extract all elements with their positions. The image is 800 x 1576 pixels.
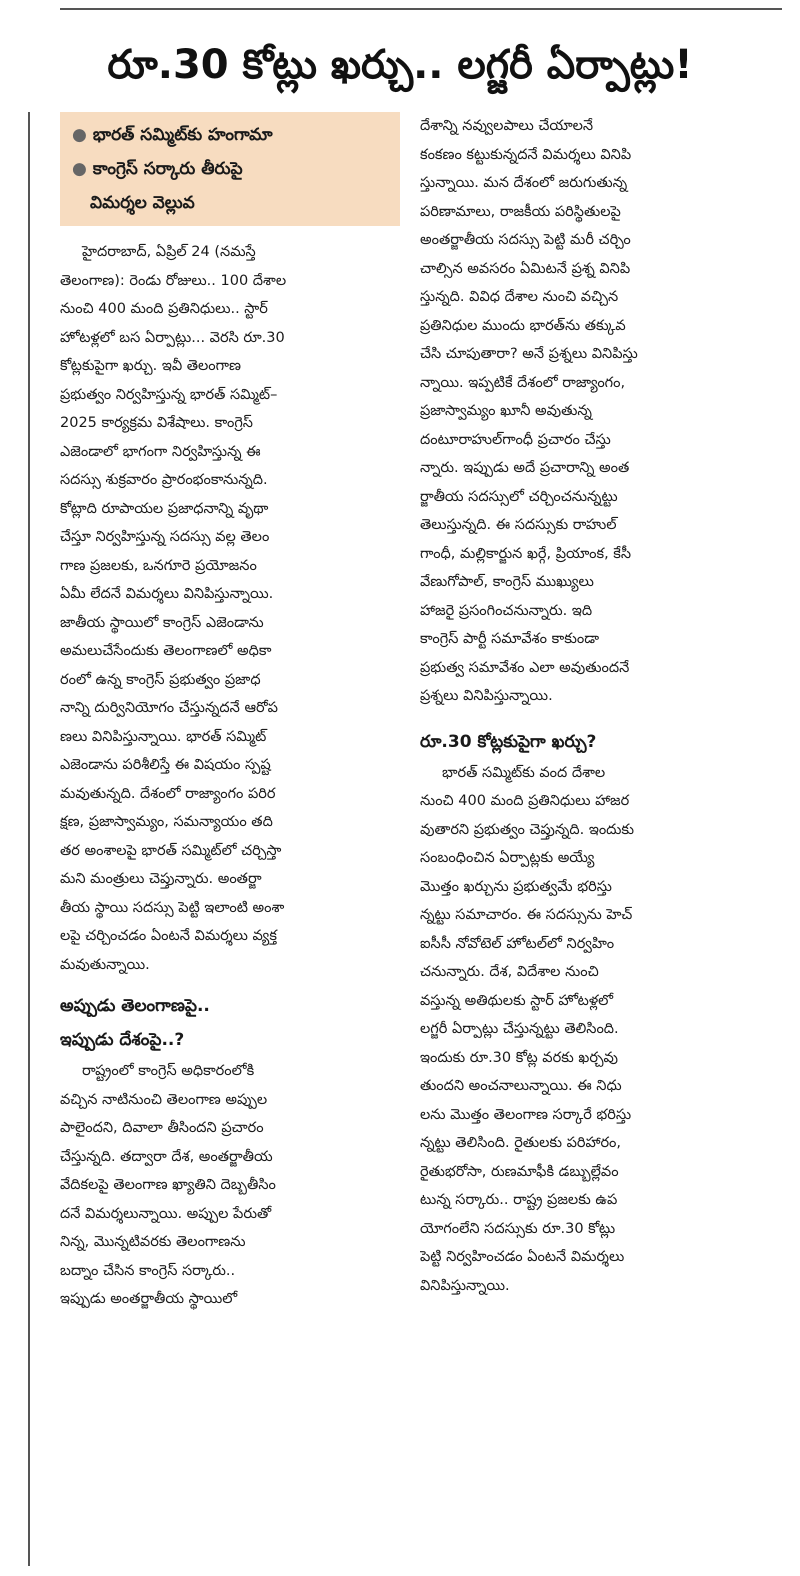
text-line: సంబంధించిన ఏర్పాట్లకు అయ్యే — [420, 850, 595, 866]
text-line: చాల్సిన అవసరం ఏమిటనే ప్రశ్న వినిపి — [420, 260, 631, 277]
text-line: చేస్తున్నది. తద్వారా దేశ, అంతర్జాతీయ — [60, 1148, 273, 1165]
top-rule — [60, 8, 782, 10]
text-line: లపై చర్చించడం ఏంటనే విమర్శలు వ్యక్త — [60, 928, 277, 944]
text-line: క్షణ, ప్రజాస్వామ్యం, సమన్యాయం తది — [60, 814, 273, 830]
text-line: జాతీయ స్థాయిలో కాంగ్రెస్ ఎజెండాను — [60, 614, 264, 631]
text-line: ఐసీసీ నోవోటెల్ హోటల్‌లో నిర్వహిం — [420, 935, 615, 952]
text-line: మవుతున్నాయి. — [60, 956, 150, 973]
subheading-30-crore: రూ.30 కోట్లకుపైగా ఖర్చు? — [420, 731, 597, 752]
text-line: 2025 కార్యక్రమ విశేషాలు. కాంగ్రెస్ — [60, 415, 253, 431]
text-line: మని మంత్రులు చెప్తున్నారు. అంతర్జా — [60, 871, 262, 887]
text-line: కాంగ్రెస్ పార్టీ సమావేశం కాకుండా — [420, 631, 599, 647]
text-line: నిన్న, మొన్నటివరకు తెలంగాణను — [60, 1234, 246, 1250]
text-line: ఇందుకు రూ.30 కోట్ల వరకు ఖర్చవు — [420, 1049, 619, 1066]
text-line: భారత్ సమ్మిట్‌కు వంద దేశాల — [442, 764, 606, 781]
text-line: నుంచి 400 మంది ప్రతినిధులు.. స్టార్ — [60, 301, 268, 317]
text-line: యోగంలేని సదస్సుకు రూ.30 కోట్లు — [420, 1220, 616, 1237]
subheading-now-country: ఇప్పుడు దేశంపై..? — [60, 1030, 185, 1050]
right-column — [420, 112, 760, 1300]
text-line: ప్రశ్నలు వినిపిస్తున్నాయి. — [420, 688, 553, 704]
text-line: స్తున్నాయి. మన దేశంలో జరుగుతున్న — [420, 175, 628, 191]
text-line: తర అంశాలపై భారత్ సమ్మిట్‌లో చర్చిస్తా — [60, 842, 282, 859]
text-line: వేదికలపై తెలంగాణ ఖ్యాతిని దెబ్బతీసిం — [60, 1177, 276, 1193]
text-line: న్నట్టు తెలిసింది. రైతులకు పరిహారం, — [420, 1135, 622, 1151]
left-paragraph-2 — [60, 1057, 400, 1314]
text-line: చనున్నారు. దేశ, విదేశాల నుంచి — [420, 964, 599, 980]
subheading-then-telangana: అప్పుడు తెలంగాణపై.. — [60, 996, 210, 1016]
right-paragraph-2 — [420, 759, 760, 1301]
text-line: హైదరాబాద్, ఏప్రిల్ 24 (నమస్తే — [82, 244, 256, 260]
text-line: నుంచి 400 మంది ప్రతినిధులు హాజర — [420, 793, 630, 809]
text-line: వుతారని ప్రభుత్వం చెప్తున్నది. ఇందుకు — [420, 821, 635, 838]
text-line: గాణ ప్రజలకు, ఒనగూరె ప్రయోజనం — [60, 557, 257, 574]
text-line: అంతర్జాతీయ సదస్సు పెట్టి మరీ చర్చిం — [420, 232, 631, 248]
text-line: మొత్తం ఖర్చును ప్రభుత్వమే భరిస్తు — [420, 878, 612, 895]
text-line: తెలుస్తున్నది. ఈ సదస్సుకు రాహుల్ — [420, 517, 617, 533]
text-line: మవుతున్నది. దేశంలో రాజ్యాంగం పరిర — [60, 785, 276, 802]
text-line: స్తున్నది. వివిధ దేశాల నుంచి వచ్చిన — [420, 289, 619, 305]
text-line: కోట్లాది రూపాయల ప్రజాధనాన్ని వృథా — [60, 500, 269, 517]
text-line: లను మొత్తం తెలంగాణ సర్కారే భరిస్తు — [420, 1106, 632, 1123]
text-line: పాలైందని, దివాలా తీసిందని ప్రచారం — [60, 1120, 264, 1136]
text-line: ప్రభుత్వ సమావేశం ఎలా అవుతుందనే — [420, 659, 630, 676]
text-line: ప్రతినిధుల ముందు భారత్‌ను తక్కువ — [420, 317, 626, 334]
text-line: ర్జాతీయ సదస్సులో చర్చించనున్నట్టు — [420, 488, 618, 505]
bullet-icon: ● — [72, 159, 87, 179]
text-line: వస్తున్న అతిథులకు స్టార్ హోటళ్లలో — [420, 992, 614, 1009]
highlight-bullet-2-cont: విమర్శల వెల్లువ — [90, 193, 195, 213]
text-line: ఇప్పుడు అంతర్జాతీయ స్థాయిలో — [60, 1291, 238, 1307]
highlight-text: భారత్ సమ్మిట్‌కు హంగామా — [92, 125, 273, 145]
text-line: ఎజెండాలో భాగంగా నిర్వహిస్తున్న ఈ — [60, 443, 261, 460]
text-line: దంటూరాహుల్‌గాంధీ ప్రచారం చేస్తు — [420, 431, 611, 448]
text-line: ఏమీ లేదనే విమర్శలు వినిపిస్తున్నాయి. — [60, 586, 274, 602]
text-line: వినిపిస్తున్నాయి. — [420, 1277, 510, 1294]
right-paragraph-1 — [420, 112, 760, 711]
text-line: హాజరై ప్రసంగించనున్నారు. ఇది — [420, 602, 593, 619]
left-paragraph-1 — [60, 238, 400, 979]
text-line: టున్న సర్కారు.. రాష్ట్ర ప్రజలకు ఉప — [420, 1192, 618, 1208]
highlight-bullet-2 — [72, 152, 390, 186]
text-line: తుందని అంచనాలున్నాయి. ఈ నిధు — [420, 1078, 622, 1094]
highlight-bullet-1 — [72, 118, 390, 152]
text-line: న్నాయి. ఇప్పటికే దేశంలో రాజ్యాంగం, — [420, 374, 626, 391]
text-line: ప్రజాస్వామ్యం ఖూనీ అవుతున్న — [420, 403, 592, 419]
text-line: న్నట్టు సమాచారం. ఈ సదస్సును హెచ్ — [420, 907, 633, 923]
text-line: వేణుగోపాల్, కాంగ్రెస్ ముఖ్యులు — [420, 574, 594, 590]
text-line: దేశాన్ని నవ్వులపాలు చేయాలనే — [420, 118, 594, 134]
text-line: రాష్ట్రంలో కాంగ్రెస్ అధికారంలోకి — [82, 1063, 255, 1079]
text-line: కంకణం కట్టుకున్నదనే విమర్శలు వినిపి — [420, 146, 632, 163]
text-line: హోటళ్లలో బస ఏర్పాట్లు... వెరసి రూ.30 — [60, 329, 285, 346]
text-line: తెలంగాణ): రెండు రోజులు.. 100 దేశాల — [60, 272, 287, 289]
headline: రూ.30 కోట్లు ఖర్చు.. లగ్జరీ ఏర్పాట్లు! — [107, 42, 693, 88]
text-line: అమలుచేసేందుకు తెలంగాణలో అధికా — [60, 643, 272, 659]
text-line: పరిణామాలు, రాజకీయ పరిస్థితులపై — [420, 203, 621, 220]
text-line: రైతుభరోసా, రుణమాఫీకి డబ్బుల్లేవం — [420, 1163, 619, 1180]
text-line: తీయ స్థాయి సదస్సు పెట్టి ఇలాంటి అంశా — [60, 899, 285, 916]
bullet-icon: ● — [72, 125, 87, 145]
text-line: ణలు వినిపిస్తున్నాయి. భారత్ సమ్మిట్ — [60, 728, 267, 745]
text-line: న్నారు. ఇప్పుడు అదే ప్రచారాన్ని అంత — [420, 460, 630, 476]
text-line: చేస్తూ నిర్వహిస్తున్న సదస్సు వల్ల తెలం — [60, 529, 270, 545]
text-line: ఎజెండాను పరిశీలిస్తే ఈ విషయం స్పష్ట — [60, 757, 271, 773]
text-line: నాన్ని దుర్వినియోగం చేస్తున్నదనే ఆరోప — [60, 700, 278, 716]
text-line: లగ్జరీ ఏర్పాట్లు చేస్తున్నట్టు తెలిసింది. — [420, 1021, 619, 1037]
text-line: గాంధీ, మల్లికార్జున ఖర్గే, ప్రియాంక, కేసీ — [420, 545, 632, 562]
left-column — [60, 112, 400, 1314]
text-line: పెట్టి నిర్వహించడం ఏంటనే విమర్శలు — [420, 1249, 625, 1265]
text-line: వచ్చిన నాటినుంచి తెలంగాణ అప్పుల — [60, 1091, 268, 1108]
text-line: చేసి చూపుతారా? అనే ప్రశ్నలు వినిపిస్తు — [420, 346, 638, 362]
text-line: ప్రభుత్వం నిర్వహిస్తున్న భారత్ సమ్మిట్– — [60, 386, 278, 403]
text-line: రంలో ఉన్న కాంగ్రెస్ ప్రభుత్వం ప్రజాధ — [60, 671, 261, 688]
highlight-text: కాంగ్రెస్ సర్కారు తీరుపై — [92, 159, 243, 179]
highlight-box — [60, 112, 400, 226]
text-line: బద్నాం చేసిన కాంగ్రెస్ సర్కారు.. — [60, 1262, 236, 1279]
text-line: దనే విమర్శలున్నాయి. అప్పుల పేరుతో — [60, 1205, 272, 1222]
text-line: సదస్సు శుక్రవారం ప్రారంభంకానున్నది. — [60, 472, 268, 488]
left-border-rule — [28, 112, 30, 1566]
text-line: కోట్లకుపైగా ఖర్చు. ఇవీ తెలంగాణ — [60, 358, 241, 374]
